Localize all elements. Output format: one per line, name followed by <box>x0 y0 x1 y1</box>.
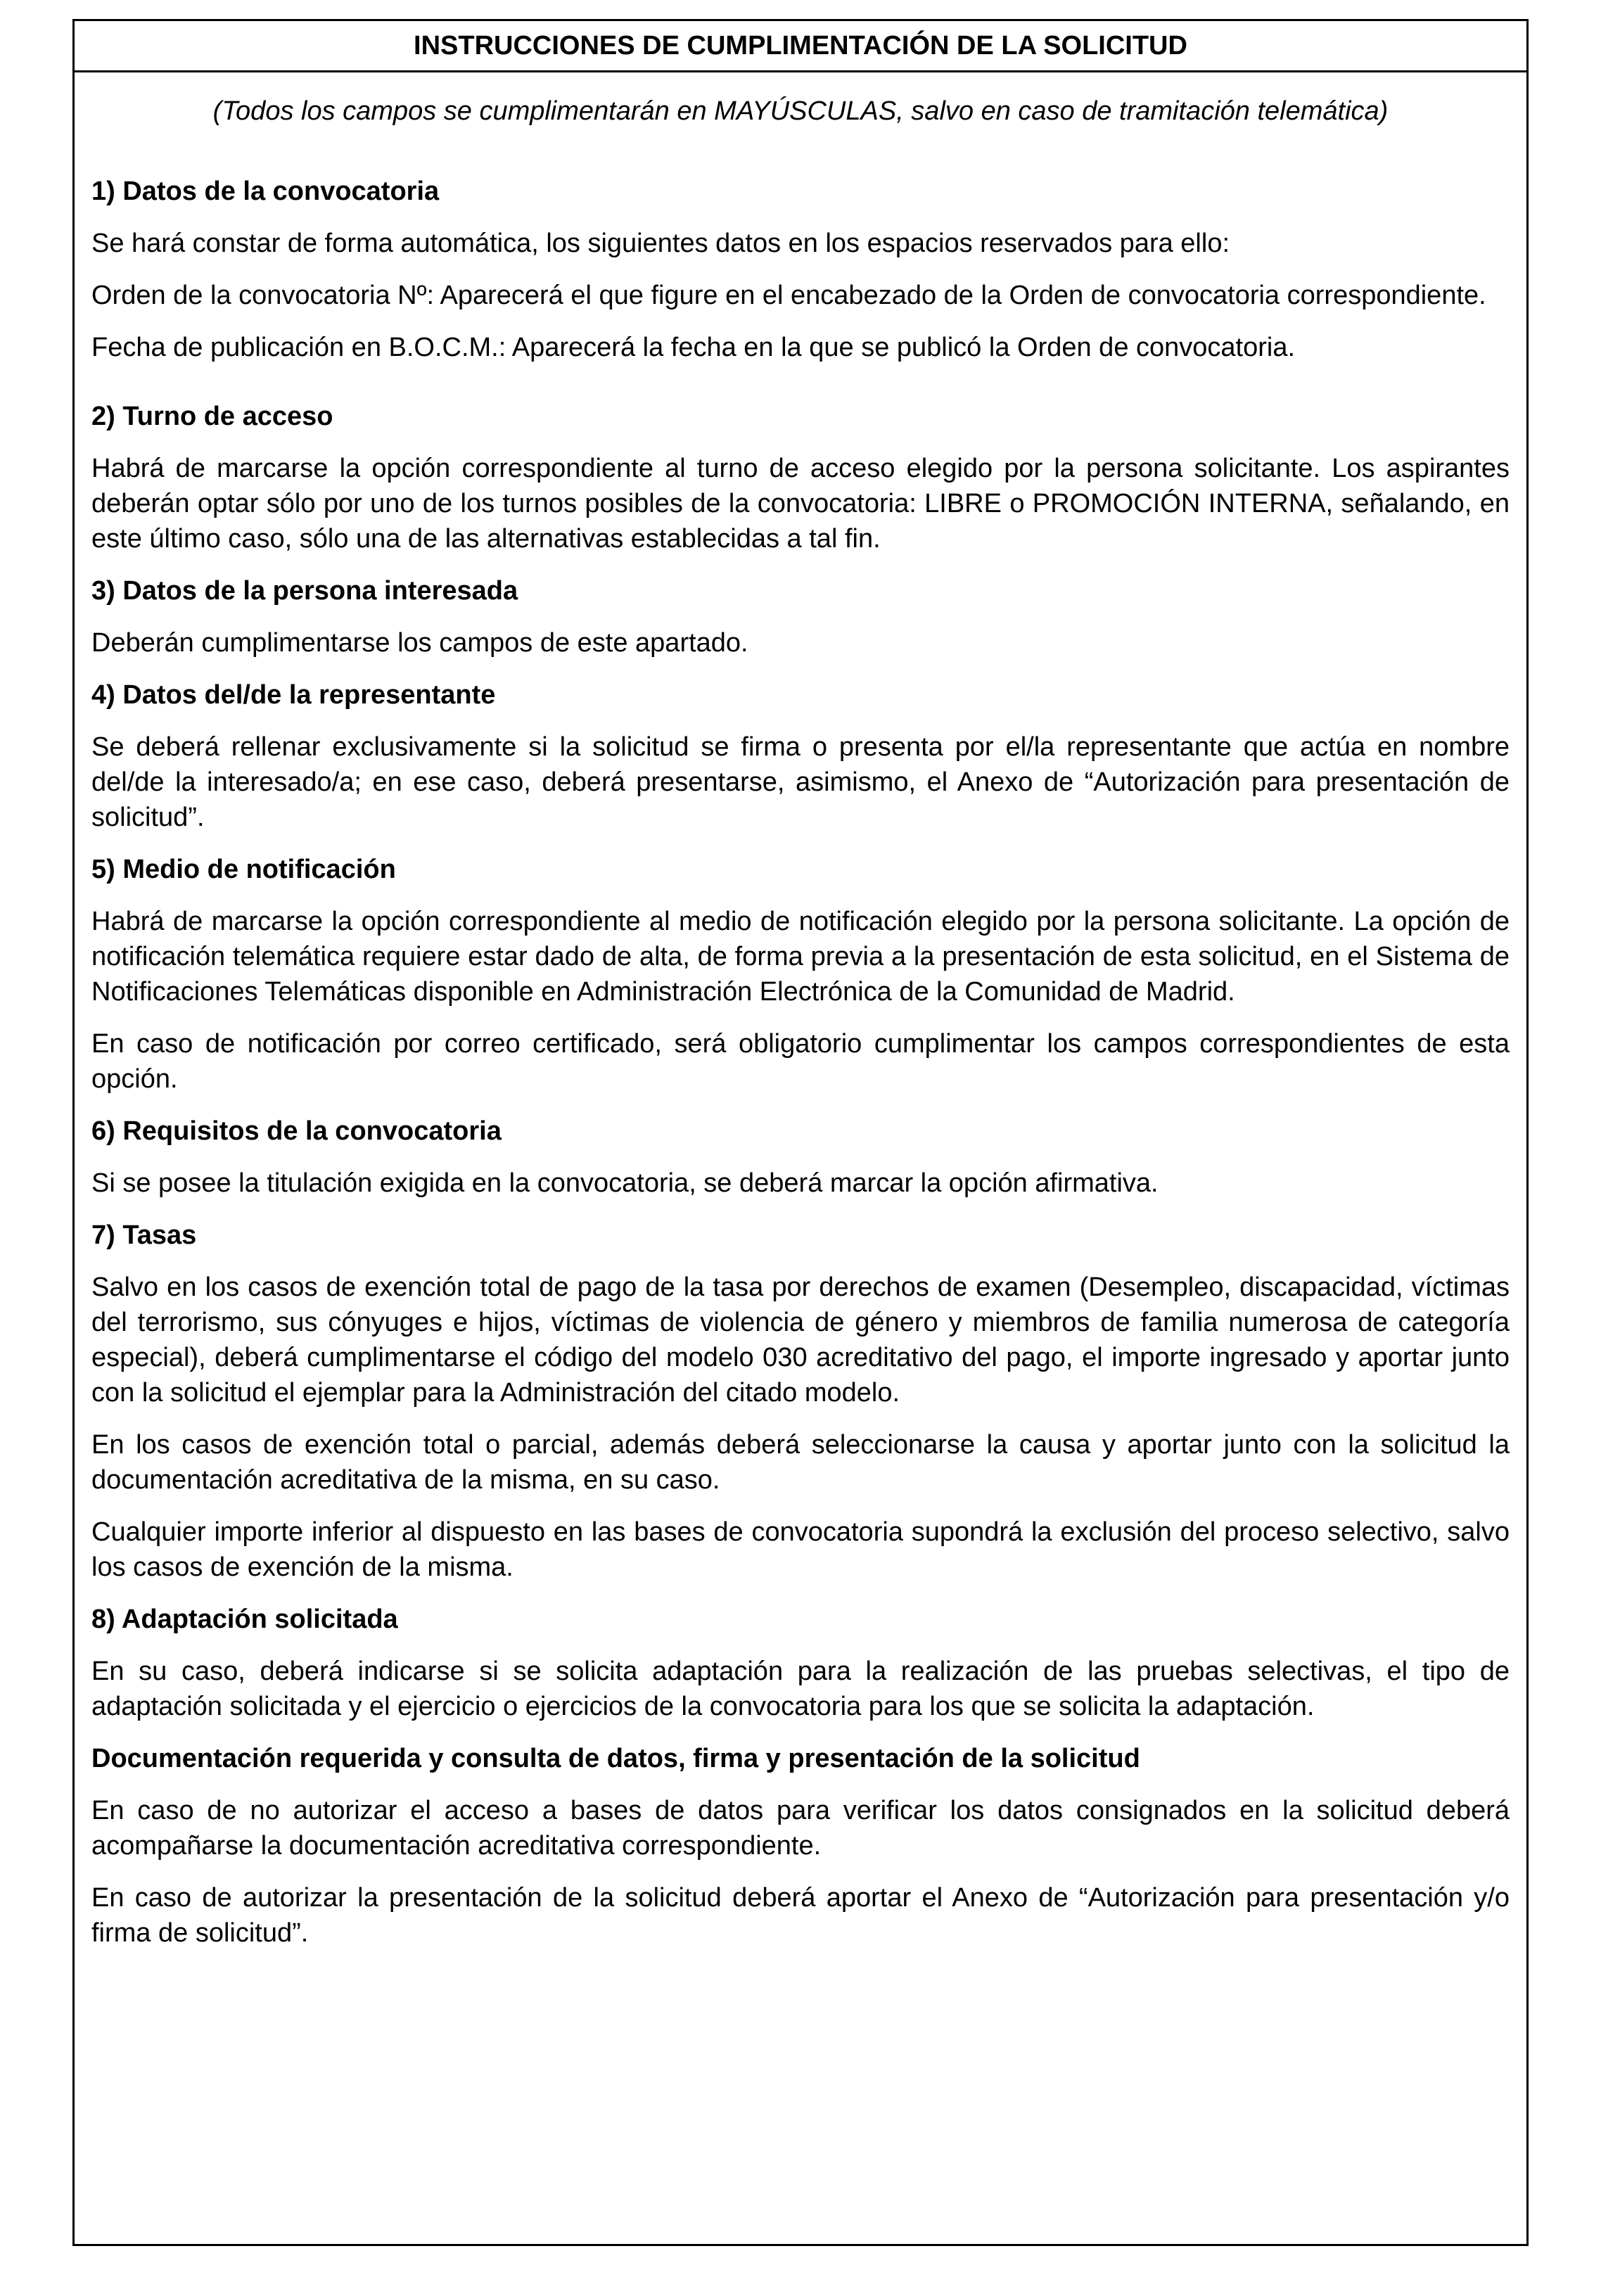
section-medio-notificacion <box>91 852 1510 1097</box>
paragraph: En caso de notificación por correo certificado, será obligatorio cumplimentar los campos correspondientes de esta opción. <box>91 1029 1510 1094</box>
paragraph: Habrá de marcarse la opción correspondiente al turno de acceso elegido por la persona solicitante. Los aspirantes deberán optar sólo por uno de los turnos posibles de la convocatoria: LIBRE o PROMOCIÓN INTERNA, señalando, en este último caso, sólo una de las alternativas establecidas a tal fin. <box>91 454 1510 554</box>
section-title: 4) Datos del/de la representante <box>91 680 496 710</box>
section-tasas <box>91 1218 1510 1585</box>
section-title: 6) Requisitos de la convocatoria <box>91 1116 502 1146</box>
section-datos-interesada <box>91 573 1510 661</box>
section-title: 7) Tasas <box>91 1220 197 1250</box>
section-documentacion <box>91 1741 1510 1951</box>
paragraph: Orden de la convocatoria Nº: Aparecerá el que figure en el encabezado de la Orden de convocatoria correspondiente. <box>91 281 1486 310</box>
section-title: 3) Datos de la persona interesada <box>91 576 518 606</box>
paragraph: Habrá de marcarse la opción correspondiente al medio de notificación elegido por la persona solicitante. La opción de notificación telemática requiere estar dado de alta, de forma previa a la presentación de esta solicitud, en el Sistema de Notificaciones Telemáticas disponible en Administración Electrónica de la Comunidad de Madrid. <box>91 907 1510 1007</box>
section-requisitos <box>91 1114 1510 1201</box>
section-title: 2) Turno de acceso <box>91 402 333 431</box>
paragraph: Fecha de publicación en B.O.C.M.: Aparecerá la fecha en la que se publicó la Orden de convocatoria. <box>91 333 1296 362</box>
paragraph: En caso de autorizar la presentación de la solicitud deberá aportar el Anexo de “Autorización para presentación y/o firma de solicitud”. <box>91 1883 1510 1948</box>
section-turno-acceso <box>91 399 1510 556</box>
paragraph: Cualquier importe inferior al dispuesto en las bases de convocatoria supondrá la exclusión del proceso selectivo, salvo los casos de exención de la misma. <box>91 1517 1510 1582</box>
paragraph: En caso de no autorizar el acceso a bases de datos para verificar los datos consignados en la solicitud deberá acompañarse la documentación acreditativa correspondiente. <box>91 1796 1510 1861</box>
paragraph: Salvo en los casos de exención total de pago de la tasa por derechos de examen (Desempleo, discapacidad, víctimas del terrorismo, sus cónyuges e hijos, víctimas de violencia de género y miembros de familia numerosa de categoría especial), deberá cumplimentarse el código del modelo 030 acreditativo del pago, el importe ingresado y aportar junto con la solicitud el ejemplar para la Administración del citado modelo. <box>91 1273 1510 1408</box>
section-title: 1) Datos de la convocatoria <box>91 177 440 206</box>
section-datos-representante <box>91 677 1510 835</box>
paragraph: Se deberá rellenar exclusivamente si la solicitud se firma o presenta por el/la representante que actúa en nombre del/de la interesado/a; en ese caso, deberá presentarse, asimismo, el Anexo de “Autorización para presentación de solicitud”. <box>91 732 1510 832</box>
paragraph: Se hará constar de forma automática, los siguientes datos en los espacios reservados para ello: <box>91 229 1230 258</box>
header-bar <box>75 21 1526 72</box>
instructions-box <box>72 19 1529 2246</box>
paragraph: En los casos de exención total o parcial, además deberá seleccionarse la causa y aportar junto con la solicitud la documentación acreditativa de la misma, en su caso. <box>91 1430 1510 1495</box>
subtitle-note: (Todos los campos se cumplimentarán en MAYÚSCULAS, salvo en caso de tramitación telemática) <box>212 96 1389 126</box>
section-datos-convocatoria <box>91 174 1510 365</box>
instructions-content <box>75 94 1526 1951</box>
paragraph: En su caso, deberá indicarse si se solicita adaptación para la realización de las pruebas selectivas, el tipo de adaptación solicitada y el ejercicio o ejercicios de la convocatoria para los que se solicita la adaptación. <box>91 1657 1510 1721</box>
paragraph: Deberán cumplimentarse los campos de este apartado. <box>91 628 748 658</box>
paragraph: Si se posee la titulación exigida en la convocatoria, se deberá marcar la opción afirmativa. <box>91 1168 1159 1198</box>
section-title: 5) Medio de notificación <box>91 855 396 884</box>
section-title: 8) Adaptación solicitada <box>91 1605 398 1634</box>
section-title: Documentación requerida y consulta de datos, firma y presentación de la solicitud <box>91 1744 1140 1773</box>
page-title: INSTRUCCIONES DE CUMPLIMENTACIÓN DE LA SOLICITUD <box>414 30 1187 60</box>
section-adaptacion <box>91 1602 1510 1724</box>
